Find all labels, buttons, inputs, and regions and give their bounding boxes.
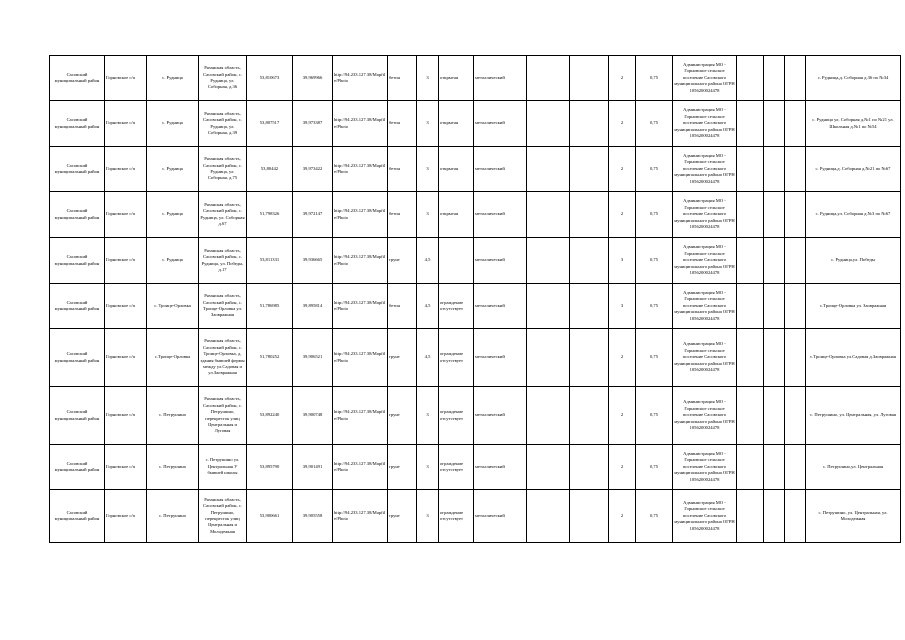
container-type-cell: металлический xyxy=(474,238,527,284)
settlement-cell: Горновское с/п xyxy=(105,101,147,147)
container-volume-cell: 0,75 xyxy=(636,284,673,329)
longitude-cell: 39,973422 xyxy=(293,147,333,192)
owner-cell: Администрация МО - Горновское сельское поселение Сасовского муниципального района ОГРН 1056200024478 xyxy=(673,56,737,101)
empty-cell xyxy=(785,387,806,445)
locality-cell: с. Троице-Орловка xyxy=(147,284,199,329)
photo-url-cell: http://94.233.127.38/Mapfile/Photo xyxy=(333,56,388,101)
surface-cell: бетон xyxy=(388,192,417,238)
container-count-cell: 2 xyxy=(609,56,636,101)
empty-cell xyxy=(737,284,764,329)
empty-cell xyxy=(737,445,764,490)
empty-cell xyxy=(764,147,785,192)
area-cell: 3 xyxy=(417,490,439,543)
empty-cell xyxy=(527,284,570,329)
photo-url-cell: http://94.233.127.38/Mapfile/Photo xyxy=(333,284,388,329)
container-count-cell: 3 xyxy=(609,238,636,284)
empty-cell xyxy=(570,56,609,101)
settlement-cell: Горновское с/п xyxy=(105,56,147,101)
container-type-cell: металлический xyxy=(474,387,527,445)
empty-cell xyxy=(570,329,609,387)
photo-url-cell: http://94.233.127.38/Mapfile/Photo xyxy=(333,329,388,387)
locality-cell: с. Петрушино xyxy=(147,445,199,490)
longitude-cell: 39,895814 xyxy=(293,284,333,329)
empty-cell xyxy=(737,192,764,238)
empty-cell xyxy=(785,329,806,387)
owner-cell: Администрация МО - Горновское сельское поселение Сасовского муниципального района ОГРН 1056200024478 xyxy=(673,445,737,490)
latitude-cell: 53,811331 xyxy=(247,238,293,284)
container-count-cell: 2 xyxy=(609,387,636,445)
owner-cell: Администрация МО - Горновское сельское поселение Сасовского муниципального района ОГРН 1056200024478 xyxy=(673,238,737,284)
latitude-cell: 51,786985 xyxy=(247,284,293,329)
locality-cell: с. Рудница xyxy=(147,101,199,147)
empty-cell xyxy=(570,101,609,147)
waste-sources-cell: с. Рудница,ул. Победы xyxy=(806,238,901,284)
address-cell: Рязанская область, Сасовский район, с. Рудница, ул. Победы, д.17 xyxy=(199,238,247,284)
table-row xyxy=(50,147,901,192)
district-cell: Сасовский муниципальный район xyxy=(50,147,105,192)
longitude-cell: 39,936665 xyxy=(293,238,333,284)
empty-cell xyxy=(737,56,764,101)
area-cell: 4,5 xyxy=(417,329,439,387)
empty-cell xyxy=(785,147,806,192)
address-cell: Рязанская область, Сасовский район, с. Петрушино, перекресток улиц Центральная и Молодежная xyxy=(199,490,247,543)
container-type-cell: металлический xyxy=(474,192,527,238)
district-cell: Сасовский муниципальный район xyxy=(50,56,105,101)
surface-cell: бетон xyxy=(388,147,417,192)
container-volume-cell: 0,75 xyxy=(636,490,673,543)
surface-cell: грунт xyxy=(388,445,417,490)
container-count-cell: 2 xyxy=(609,192,636,238)
waste-sources-cell: с. Петрушино,ул. Центральная xyxy=(806,445,901,490)
owner-cell: Администрация МО - Горновское сельское поселение Сасовского муниципального района ОГРН 1056200024478 xyxy=(673,387,737,445)
empty-cell xyxy=(785,56,806,101)
settlement-cell: Горновское с/п xyxy=(105,147,147,192)
empty-cell xyxy=(527,490,570,543)
empty-cell xyxy=(527,56,570,101)
table-row xyxy=(50,101,901,147)
empty-cell xyxy=(764,192,785,238)
table-row xyxy=(50,238,901,284)
container-count-cell: 2 xyxy=(609,147,636,192)
table-row xyxy=(50,56,901,101)
table-body xyxy=(50,56,901,543)
locality-cell: с. Рудница xyxy=(147,238,199,284)
container-type-cell: металлический xyxy=(474,490,527,543)
table-row xyxy=(50,490,901,543)
table-row xyxy=(50,445,901,490)
empty-cell xyxy=(785,445,806,490)
empty-cell xyxy=(527,192,570,238)
container-count-cell: 3 xyxy=(609,284,636,329)
locality-cell: с. Петрушино xyxy=(147,387,199,445)
district-cell: Сасовский муниципальный район xyxy=(50,490,105,543)
empty-cell xyxy=(785,284,806,329)
container-type-cell: металлический xyxy=(474,101,527,147)
cover-cell: открытая xyxy=(439,56,474,101)
latitude-cell: 51,798326 xyxy=(247,192,293,238)
settlement-cell: Горновское с/п xyxy=(105,238,147,284)
district-cell: Сасовский муниципальный район xyxy=(50,284,105,329)
waste-sources-cell: с. Рудница,ул. Соборная д.№3 по №67 xyxy=(806,192,901,238)
empty-cell xyxy=(764,329,785,387)
empty-cell xyxy=(527,387,570,445)
container-sites-table xyxy=(49,55,901,543)
cover-cell: ограждение отсутствует xyxy=(439,445,474,490)
empty-cell xyxy=(527,238,570,284)
district-cell: Сасовский муниципальный район xyxy=(50,329,105,387)
surface-cell: грунт xyxy=(388,238,417,284)
container-type-cell: металлический xyxy=(474,284,527,329)
owner-cell: Администрация МО - Горновское сельское поселение Сасовского муниципального района ОГРН 1056200024478 xyxy=(673,147,737,192)
owner-cell: Администрация МО - Горновское сельское поселение Сасовского муниципального района ОГРН 1056200024478 xyxy=(673,284,737,329)
empty-cell xyxy=(737,147,764,192)
empty-cell xyxy=(527,329,570,387)
empty-cell xyxy=(570,490,609,543)
empty-cell xyxy=(785,101,806,147)
cover-cell: ограждение отсутствует xyxy=(439,329,474,387)
area-cell: 3 xyxy=(417,56,439,101)
surface-cell: бетон xyxy=(388,56,417,101)
area-cell: 4,5 xyxy=(417,284,439,329)
table-row xyxy=(50,329,901,387)
area-cell: 3 xyxy=(417,101,439,147)
empty-cell xyxy=(764,56,785,101)
waste-sources-cell: с. Рудница,д. Соборная д.№21 по №67 xyxy=(806,147,901,192)
empty-cell xyxy=(737,101,764,147)
longitude-cell: 39,901491 xyxy=(293,445,333,490)
empty-cell xyxy=(785,490,806,543)
longitude-cell: 39,905558 xyxy=(293,490,333,543)
photo-url-cell: http://94.233.127.38/Mapfile/Photo xyxy=(333,387,388,445)
photo-url-cell: http://94.233.127.38/Mapfile/Photo xyxy=(333,147,388,192)
locality-cell: с. Рудница xyxy=(147,56,199,101)
latitude-cell: 51,780252 xyxy=(247,329,293,387)
district-cell: Сасовский муниципальный район xyxy=(50,445,105,490)
address-cell: Рязанская область, Сасовский район, с. Рудница, ул. Соборная, д.75 xyxy=(199,147,247,192)
surface-cell: грунт xyxy=(388,387,417,445)
empty-cell xyxy=(737,387,764,445)
container-volume-cell: 0,75 xyxy=(636,192,673,238)
container-volume-cell: 0,75 xyxy=(636,329,673,387)
latitude-cell: 53,810673 xyxy=(247,56,293,101)
surface-cell: грунт xyxy=(388,329,417,387)
area-cell: 3 xyxy=(417,445,439,490)
locality-cell: с. Петрушино xyxy=(147,490,199,543)
settlement-cell: Горновское с/п xyxy=(105,387,147,445)
container-count-cell: 2 xyxy=(609,329,636,387)
container-type-cell: металлический xyxy=(474,56,527,101)
area-cell: 4,5 xyxy=(417,238,439,284)
address-cell: с. Петрушино ул. Центральная У бывшей школы xyxy=(199,445,247,490)
cover-cell xyxy=(439,238,474,284)
container-volume-cell: 0,75 xyxy=(636,56,673,101)
cover-cell: ограждение отсутствует xyxy=(439,490,474,543)
district-cell: Сасовский муниципальный район xyxy=(50,238,105,284)
district-cell: Сасовский муниципальный район xyxy=(50,101,105,147)
empty-cell xyxy=(764,490,785,543)
locality-cell: с.Троице-Орловка xyxy=(147,329,199,387)
address-cell: Рязанская область, Сасовский район, с. Рудница, ул. Соборная, д.39 xyxy=(199,101,247,147)
owner-cell: Администрация МО - Горновское сельское поселение Сасовского муниципального района ОГРН 1056200024478 xyxy=(673,490,737,543)
district-cell: Сасовский муниципальный район xyxy=(50,387,105,445)
address-cell: Рязанская область, Сасовский район, с. Рудница, ул. Соборная д.67 xyxy=(199,192,247,238)
waste-sources-cell: с. Петрушино, ул. Центральная, ул. Луговая xyxy=(806,387,901,445)
container-volume-cell: 0,75 xyxy=(636,387,673,445)
empty-cell xyxy=(570,147,609,192)
area-cell: 3 xyxy=(417,192,439,238)
empty-cell xyxy=(570,238,609,284)
area-cell: 3 xyxy=(417,387,439,445)
table-row xyxy=(50,284,901,329)
table-row xyxy=(50,192,901,238)
empty-cell xyxy=(737,490,764,543)
surface-cell: бетон xyxy=(388,101,417,147)
address-cell: Рязанская область, Сасовский район, с. Рудница, ул. Соборная, д.36 xyxy=(199,56,247,101)
container-count-cell: 2 xyxy=(609,101,636,147)
address-cell: Рязанская область, Сасовский район, с. Троице-Орловка ул. Заовражная xyxy=(199,284,247,329)
container-volume-cell: 0,75 xyxy=(636,147,673,192)
container-volume-cell: 0,75 xyxy=(636,101,673,147)
settlement-cell: Горновское с/п xyxy=(105,192,147,238)
district-cell: Сасовский муниципальный район xyxy=(50,192,105,238)
locality-cell: с. Рудница xyxy=(147,147,199,192)
address-cell: Рязанская область, Сасовский район, с. Петрушино, перекресток улиц Центральная и Луговая xyxy=(199,387,247,445)
empty-cell xyxy=(764,238,785,284)
waste-sources-cell: с. Петрушино, ул. Центральная, ул. Молодежная xyxy=(806,490,901,543)
owner-cell: Администрация МО - Горновское сельское поселение Сасовского муниципального района ОГРН 1056200024478 xyxy=(673,101,737,147)
empty-cell xyxy=(737,329,764,387)
empty-cell xyxy=(764,387,785,445)
photo-url-cell: http://94.233.127.38/Mapfile/Photo xyxy=(333,490,388,543)
container-type-cell: металлический xyxy=(474,445,527,490)
container-count-cell: 2 xyxy=(609,490,636,543)
container-count-cell: 2 xyxy=(609,445,636,490)
cover-cell: открытая xyxy=(439,101,474,147)
cover-cell: открытая xyxy=(439,147,474,192)
settlement-cell: Горновское с/п xyxy=(105,284,147,329)
photo-url-cell: http://94.233.127.38/Mapfile/Photo xyxy=(333,192,388,238)
waste-sources-cell: с. Рудница,д. Соборная д.36 по №34 xyxy=(806,56,901,101)
cover-cell: ограждение отсутствует xyxy=(439,387,474,445)
locality-cell: с. Рудница xyxy=(147,192,199,238)
empty-cell xyxy=(785,238,806,284)
empty-cell xyxy=(764,101,785,147)
empty-cell xyxy=(737,238,764,284)
surface-cell: грунт xyxy=(388,490,417,543)
owner-cell: Администрация МО - Горновское сельское поселение Сасовского муниципального района ОГРН 1056200024478 xyxy=(673,329,737,387)
empty-cell xyxy=(764,445,785,490)
container-type-cell: металлический xyxy=(474,329,527,387)
photo-url-cell: http://94.233.127.38/Mapfile/Photo xyxy=(333,445,388,490)
empty-cell xyxy=(570,445,609,490)
waste-sources-cell: с.Троице-Орловка ул.Садовая д.Заовражная xyxy=(806,329,901,387)
container-type-cell: металлический xyxy=(474,147,527,192)
longitude-cell: 39,972147 xyxy=(293,192,333,238)
settlement-cell: Горновское с/п xyxy=(105,445,147,490)
empty-cell xyxy=(785,192,806,238)
latitude-cell: 53,895790 xyxy=(247,445,293,490)
cover-cell: ограждение отсутствует xyxy=(439,284,474,329)
empty-cell xyxy=(527,445,570,490)
container-volume-cell: 0,75 xyxy=(636,238,673,284)
cover-cell: открытая xyxy=(439,192,474,238)
owner-cell: Администрация МО - Горновское сельское поселение Сасовского муниципального района ОГРН 1056200024478 xyxy=(673,192,737,238)
latitude-cell: 53,892240 xyxy=(247,387,293,445)
surface-cell: бетон xyxy=(388,284,417,329)
waste-sources-cell: с. Рудница ул. Соборная д.№1 по №21 ул. Школьная д.№1 по №54 xyxy=(806,101,901,147)
longitude-cell: 39,906521 xyxy=(293,329,333,387)
empty-cell xyxy=(527,101,570,147)
latitude-cell: 53,80442 xyxy=(247,147,293,192)
area-cell: 3 xyxy=(417,147,439,192)
empty-cell xyxy=(570,284,609,329)
empty-cell xyxy=(764,284,785,329)
longitude-cell: 39,973387 xyxy=(293,101,333,147)
photo-url-cell: http://94.233.127.38/Mapfile/Photo xyxy=(333,238,388,284)
latitude-cell: 53,900661 xyxy=(247,490,293,543)
longitude-cell: 39,900748 xyxy=(293,387,333,445)
empty-cell xyxy=(570,192,609,238)
settlement-cell: Горновское с/п xyxy=(105,329,147,387)
waste-sources-cell: с.Троице-Орловка ул. Заовражная xyxy=(806,284,901,329)
container-volume-cell: 0,75 xyxy=(636,445,673,490)
latitude-cell: 53,807517 xyxy=(247,101,293,147)
empty-cell xyxy=(570,387,609,445)
settlement-cell: Горновское с/п xyxy=(105,490,147,543)
empty-cell xyxy=(527,147,570,192)
address-cell: Рязанская область, Сасовский район, с. Троице-Орловка, д. здания бывшей фермы между ул.Садовая и ул.Заовражная xyxy=(199,329,247,387)
longitude-cell: 39,969966 xyxy=(293,56,333,101)
photo-url-cell: http://94.233.127.38/Mapfile/Photo xyxy=(333,101,388,147)
table-row xyxy=(50,387,901,445)
